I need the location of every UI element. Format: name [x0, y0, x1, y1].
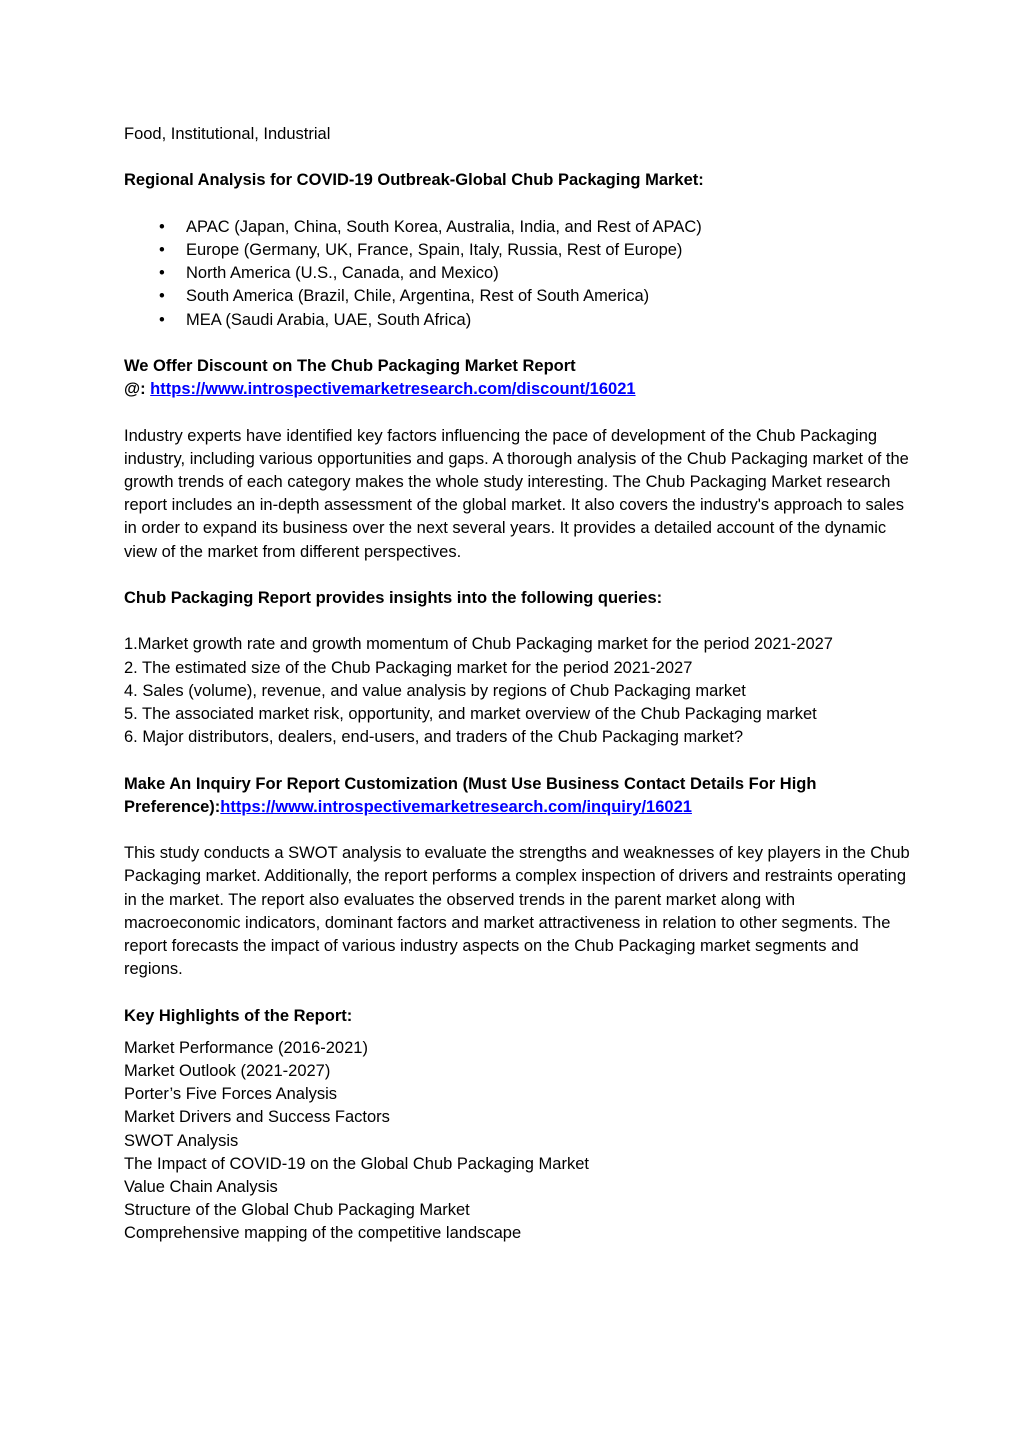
region-text: APAC (Japan, China, South Korea, Australia, India, and Rest of APAC): [186, 217, 702, 236]
list-item: Porter’s Five Forces Analysis: [124, 1085, 338, 1104]
list-item: 2. The estimated size of the Chub Packaging market for the period 2021-2027: [124, 658, 693, 677]
industry-paragraph: Industry experts have identified key factors influencing the pace of development of the Chub Packaging industry, including various opportunities and gaps. A thorough analysis of the Chub Packaging market of the growth trends of each category makes the whole study interesting. The Chub Packaging Market research report includes an in-depth assessment of the global market. It also covers the industry's approach to sales in order to expand its business over the next several years. It provides a detailed account of the dynamic view of the market from different perspectives.: [124, 426, 909, 561]
list-item: 4. Sales (volume), revenue, and value analysis by regions of Chub Packaging market: [124, 681, 746, 700]
discount-prefix: @:: [124, 380, 151, 399]
inquiry-link[interactable]: https://www.introspectivemarketresearch.com/inquiry/16021: [220, 797, 692, 816]
bullet-icon: •: [159, 287, 165, 306]
list-item: SWOT Analysis: [124, 1131, 239, 1150]
highlights-heading: Key Highlights of the Report:: [124, 1006, 353, 1025]
list-item: Value Chain Analysis: [124, 1178, 278, 1196]
discount-heading: We Offer Discount on The Chub Packaging Market Report: [124, 356, 576, 375]
bullet-icon: •: [159, 240, 165, 259]
list-item: [124, 216, 914, 239]
discount-link[interactable]: https://www.introspectivemarketresearch.com/discount/16021: [150, 380, 636, 399]
region-text: Europe (Germany, UK, France, Spain, Italy, Russia, Rest of Europe): [186, 240, 683, 259]
inquiry-paragraph: [124, 773, 914, 819]
bullet-icon: •: [159, 310, 165, 329]
highlights-list: [124, 1037, 914, 1246]
list-item: 6. Major distributors, dealers, end-users, and traders of the Chub Packaging market?: [124, 728, 744, 747]
discount-link-line: [124, 378, 914, 401]
region-text: North America (U.S., Canada, and Mexico): [186, 264, 499, 283]
region-text: South America (Brazil, Chile, Argentina, Rest of South America): [186, 287, 650, 306]
queries-heading: Chub Packaging Report provides insights into the following queries:: [124, 588, 663, 607]
regional-list: [124, 216, 914, 332]
queries-list: [124, 633, 914, 749]
list-item: [124, 285, 914, 308]
list-item: 1.Market growth rate and growth momentum of Chub Packaging market for the period 2021-2027: [124, 635, 833, 654]
regional-heading: Regional Analysis for COVID-19 Outbreak-Global Chub Packaging Market:: [124, 171, 704, 190]
document-page: [124, 123, 914, 1246]
swot-paragraph: This study conducts a SWOT analysis to evaluate the strengths and weaknesses of key players in the Chub Packaging market. Additionally, the report performs a complex inspection of drivers and restraints operating in the market. The report also evaluates the observed trends in the parent market along with macroeconomic indicators, dominant factors and market attractiveness in relation to other segments. The report forecasts the impact of various industry aspects on the Chub Packaging market segments and regions.: [124, 844, 910, 979]
list-item: Market Performance (2016-2021): [124, 1038, 368, 1057]
list-item: The Impact of COVID-19 on the Global Chub Packaging Market: [124, 1154, 589, 1173]
intro-line: Food, Institutional, Industrial: [124, 125, 331, 143]
inquiry-text: Make An Inquiry For Report Customization (Must Use Business Contact Details For High Preference):: [124, 774, 817, 816]
list-item: [124, 239, 914, 262]
list-item: Market Outlook (2021-2027): [124, 1061, 331, 1080]
list-item: Market Drivers and Success Factors: [124, 1108, 390, 1127]
list-item: [124, 309, 914, 332]
list-item: Structure of the Global Chub Packaging Market: [124, 1201, 470, 1220]
list-item: Comprehensive mapping of the competitive landscape: [124, 1224, 522, 1243]
list-item: [124, 262, 914, 285]
region-text: MEA (Saudi Arabia, UAE, South Africa): [186, 310, 472, 329]
list-item: 5. The associated market risk, opportunity, and market overview of the Chub Packaging market: [124, 704, 817, 723]
bullet-icon: •: [159, 264, 165, 283]
bullet-icon: •: [159, 217, 165, 236]
